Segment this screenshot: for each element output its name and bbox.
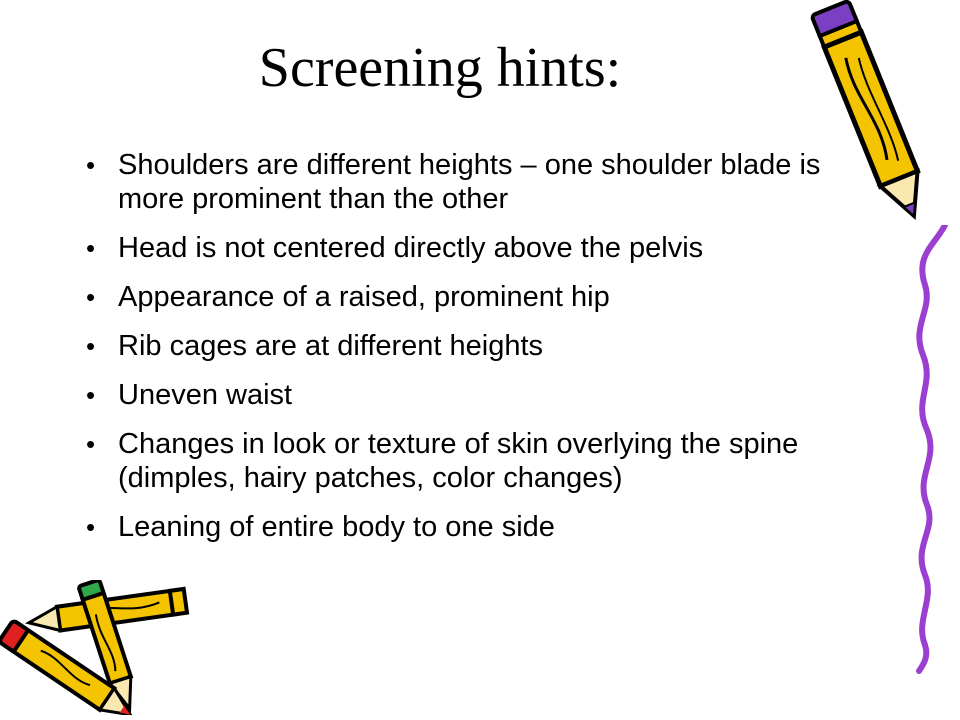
- bullet-item: [84, 510, 854, 544]
- bullet-text: Shoulders are different heights – one shoulder blade is more prominent than the other: [118, 149, 821, 215]
- bullet-dot-icon: •: [86, 150, 96, 180]
- bullet-item: [84, 378, 854, 412]
- bullet-item: [84, 231, 854, 265]
- slide-title: Screening hints:: [258, 37, 622, 99]
- bullet-text: Leaning of entire body to one side: [118, 511, 555, 543]
- bullet-dot-icon: •: [86, 429, 96, 459]
- crossed-pencils-clipart-icon: [0, 580, 195, 715]
- bullet-text: Head is not centered directly above the pelvis: [118, 232, 704, 264]
- bullet-text: Appearance of a raised, prominent hip: [118, 281, 610, 313]
- bullet-text: Uneven waist: [118, 379, 293, 411]
- bullet-item: [84, 280, 854, 314]
- bullet-dot-icon: •: [86, 512, 96, 542]
- bullet-dot-icon: •: [86, 282, 96, 312]
- bullet-text: Changes in look or texture of skin overlying the spine (dimples, hairy patches, color changes): [118, 428, 799, 494]
- bullet-dot-icon: •: [86, 331, 96, 361]
- bullet-item: [84, 148, 854, 216]
- bullet-dot-icon: •: [86, 380, 96, 410]
- bullet-item: [84, 329, 854, 363]
- squiggle-line-icon: [905, 225, 955, 675]
- bullet-item: [84, 427, 854, 495]
- bullet-text: Rib cages are at different heights: [118, 330, 544, 362]
- pencil-clipart-top-right-icon: [800, 0, 945, 230]
- bullet-dot-icon: •: [86, 233, 96, 263]
- bullet-list: [84, 148, 854, 559]
